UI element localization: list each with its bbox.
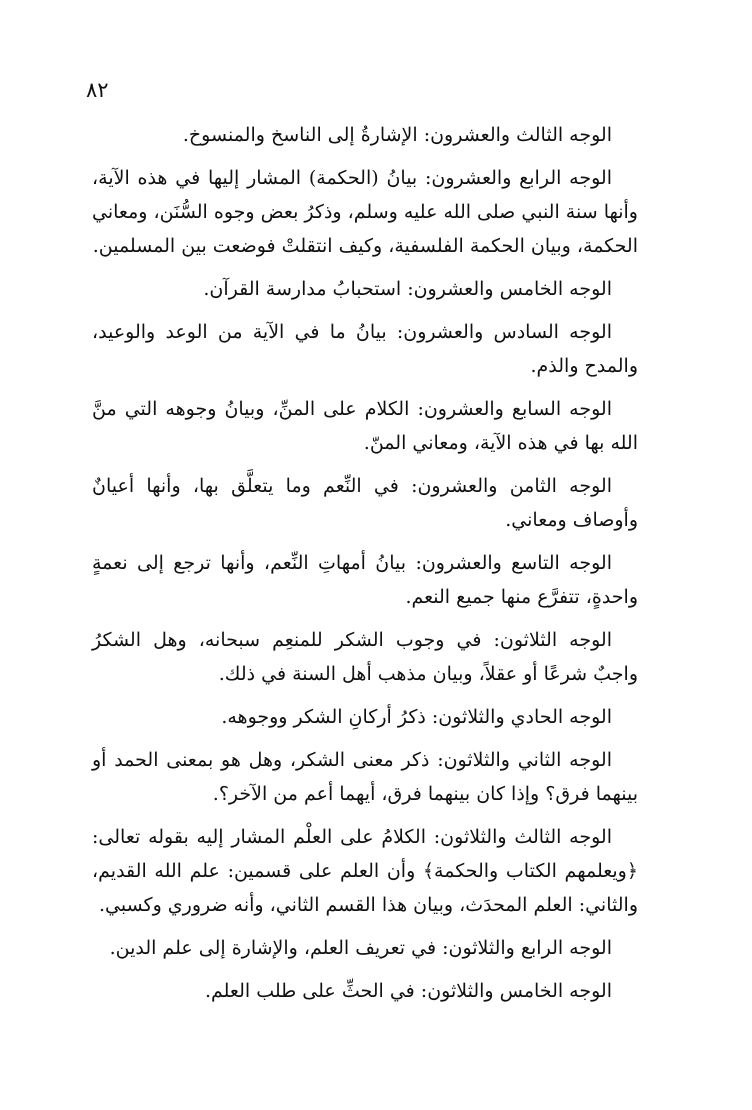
paragraph-29: الوجه التاسع والعشرون: بيانُ أمهاتِ النِّعم، وأنها ترجع إلى نعمةٍ واحدةٍ، تتفرَّع منها جميع النعم. xyxy=(92,552,638,608)
paragraph-32: الوجه الثاني والثلاثون: ذكر معنى الشكر، وهل هو بمعنى الحمد أو بينهما فرق؟ وإذا كان بينهما فرق، أيهما أعم من الآخر؟. xyxy=(92,749,638,805)
paragraph-33: الوجه الثالث والثلاثون: الكلامُ على العلْم المشار إليه بقوله تعالى: ﴿ويعلمهم الكتاب والحكمة﴾ وأن العلم على قسمين: علم الله القديم، والثاني: العلم المحدَث، وبيان هذا القسم الثاني، وأنه ضروري وكسبي. xyxy=(92,826,638,916)
paragraph-24: الوجه الرابع والعشرون: بيانُ (الحكمة) المشار إليها في هذه الآية، وأنها سنة النبي صلى الله عليه وسلم، وذكرُ بعض وجوه السُّنَن، ومعاني الحكمة، وبيان الحكمة الفلسفية، وكيف انتقلتْ فوضعت بين المسلمين. xyxy=(92,167,638,257)
paragraph-30: الوجه الثلاثون: في وجوب الشكر للمنعِم سبحانه، وهل الشكرُ واجبٌ شرعًا أو عقلاً، وبيان مذهب أهل السنة في ذلك. xyxy=(92,629,638,685)
paragraph-34: الوجه الرابع والثلاثون: في تعريف العلم، والإشارة إلى علم الدين. xyxy=(109,937,612,959)
paragraph-27: الوجه السابع والعشرون: الكلام على المنِّ، وبيانُ وجوهه التي منَّ الله بها في هذه الآية، ومعاني المنّ. xyxy=(92,398,638,454)
paragraph-26: الوجه السادس والعشرون: بيانُ ما في الآية من الوعد والوعيد، والمدح والذم. xyxy=(92,321,638,377)
paragraph-25: الوجه الخامس والعشرون: استحبابُ مدارسة القرآن. xyxy=(203,278,612,300)
page-number: ٨٢ xyxy=(86,78,109,102)
paragraph-28: الوجه الثامن والعشرون: في النِّعم وما يتعلَّق بها، وأنها أعيانٌ وأوصاف ومعاني. xyxy=(92,475,638,531)
paragraph-23: الوجه الثالث والعشرون: الإشارةُ إلى الناسخ والمنسوخ. xyxy=(182,124,612,146)
paragraph-35: الوجه الخامس والثلاثون: في الحثِّ على طلب العلم. xyxy=(204,980,612,1002)
page-content xyxy=(92,118,638,1017)
paragraph-31: الوجه الحادي والثلاثون: ذكرُ أركانِ الشكر ووجوهه. xyxy=(221,706,612,728)
